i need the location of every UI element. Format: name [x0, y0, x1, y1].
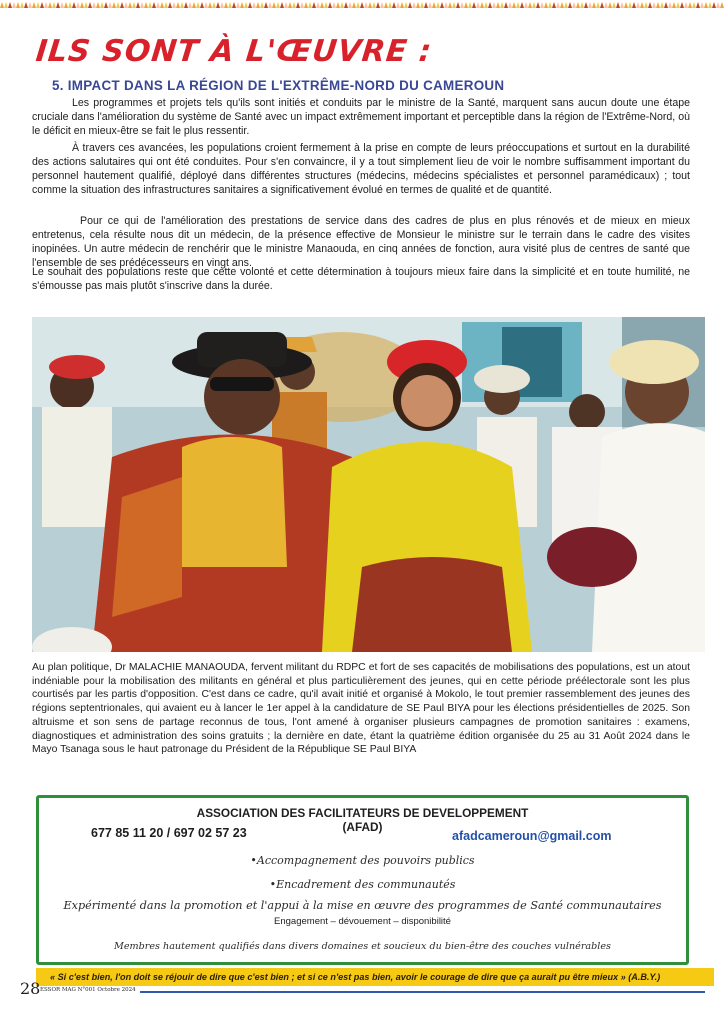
event-photo [32, 317, 705, 652]
article-paragraph: Pour ce qui de l'amélioration des prestations de service dans des cadres de plus en plus rénovés et de mieux en mieux entretenus, cela résulte nous dit un médecin, de la présence effective de Monsieur le ministre sur le terrain dans le cadre des visites inopinées. Un autre médecin de renchérir que le ministre Manaouda, en cinq années de fonction, aura visité plus de centres de santé que l'ensemble de ses prédécesseurs en vingt ans. [32, 215, 690, 269]
afad-advert-box [36, 795, 689, 965]
footer-quote: « Si c'est bien, l'on doit se réjouir de dire que c'est bien ; et si ce n'est pas bien, avoir le courage de dire que ça aurait pu être mieux » (A.B.Y.) [36, 968, 714, 986]
afad-bullet: •Encadrement des communautés [269, 878, 456, 891]
afad-bullet: •Accompagnement des pouvoirs publics [250, 854, 475, 867]
afad-name: ASSOCIATION DES FACILITATEURS DE DEVELOPPEMENT [196, 806, 529, 820]
afad-motto: Engagement – dévouement – disponibilité [274, 916, 451, 927]
article-paragraph: À travers ces avancées, les populations croient fermement à la prise en compte de leurs préoccupations et surtout en la durabilité des actions salutaires qui ont été conduites. Pour s'en convaincre, il y a tout simplement lieu de voir le nombre suffisamment important du personnel hautement qualifié, déployé dans différentes structures (médecins, médecins spécialistes et personnel paramédicaux) ; tout comme la situation des infrastructures sanitaires a significativement évolué en termes de qualité et de quantité. [32, 142, 690, 196]
decorative-top-border [0, 0, 724, 10]
section-title: 5. IMPACT DANS LA RÉGION DE L'EXTRÊME-NORD DU CAMEROUN [52, 78, 505, 93]
afad-members: Membres hautement qualifiés dans divers domaines et soucieux du bien-être des couches vulnérables [114, 941, 611, 952]
afad-email-link[interactable]: afadcameroun@gmail.com [452, 829, 612, 843]
page-number: 28 [20, 979, 41, 998]
afad-abbreviation: (AFAD) [342, 820, 383, 834]
afad-phone: 677 85 11 20 / 697 02 57 23 [91, 826, 247, 840]
article-paragraph: Les programmes et projets tels qu'ils sont initiés et conduits par le ministre de la Santé, marquent sans aucun doute une étape cruciale dans l'amélioration du système de Santé avec un impact extrêmement important et perceptible dans la région de l'Extrême-Nord, où le déficit en mieux-être se fait le plus ressentir. [32, 97, 690, 137]
page-headline: ILS SONT À L'ŒUVRE : [34, 34, 434, 69]
afad-tagline: Expérimenté dans la promotion et l'appui à la mise en œuvre des programmes de Santé communautaires [63, 899, 662, 912]
photo-caption: Au plan politique, Dr MALACHIE MANAOUDA, fervent militant du RDPC et fort de ses capacités de mobilisations des populations, est un atout indéniable pour la mobilisation des militants en général et plus particulièrement des jeunes, qui en cette période préélectorale sont les plus courtisés par les partis d'opposition. C'est dans ce cadre, qu'il avait initié et organisé à Mokolo, le tout premier rassemblement des jeunes des régions septentrionales, qui avaient eu à lancer le 1er appel à la candidature de SE Paul BIYA pour les élections présidentielles de 2025. Son altruisme et son sens de partage reconnus de tous, l'ont amené à organiser plusieurs campagnes de promotion sanitaires : examens, diagnostiques et administration des soins gratuits ; la dernière en date, étant la quatrième édition organisée du 25 au 31 Août 2024 dans le Mayo Tsanaga sous le haut patronage du Président de la République SE Paul BIYA [32, 662, 690, 756]
magazine-info: ESSOR MAG N°001 Octobre 2024 [40, 987, 136, 993]
footer-divider [140, 991, 705, 993]
article-paragraph: Le souhait des populations reste que cette volonté et cette détermination à toujours mieux faire dans la simplicité et en toute humilité, ne s'émousse pas mais plutôt s'inscrive dans la durée. [32, 266, 690, 292]
